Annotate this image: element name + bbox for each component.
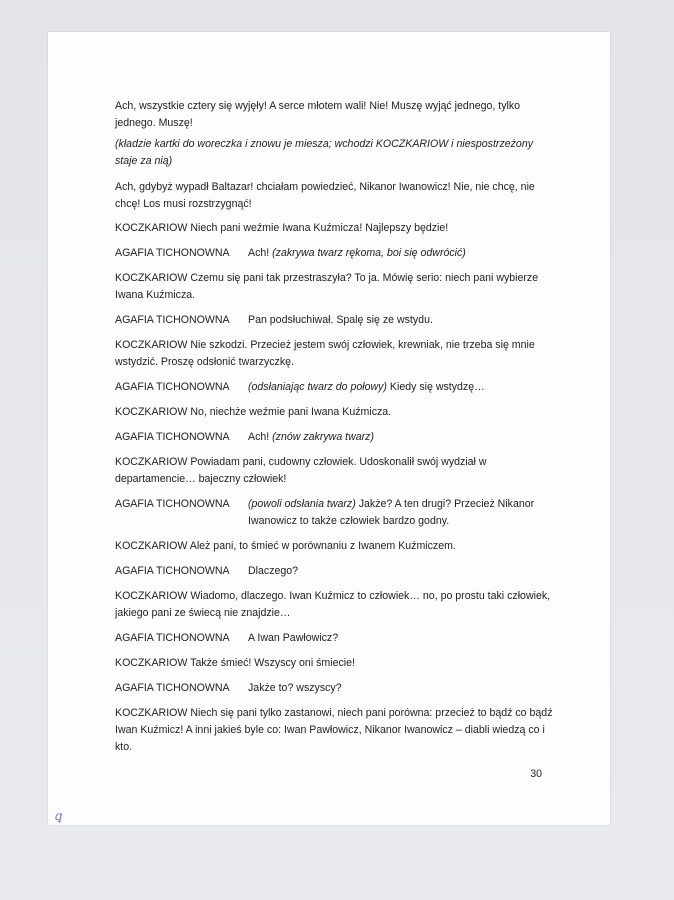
dialogue-line-8: KOCZKARIOW Nie szkodzi. Przecież jestem swój człowiek, krewniak, nie trzeba się mnie wstydzić. Proszę odsłonić twarzyczkę. xyxy=(115,339,535,368)
speaker-name: AGAFIA TICHONOWNA xyxy=(115,632,230,644)
speech-text: Kiedy się wstydzę… xyxy=(389,381,485,393)
dialogue-line-15 xyxy=(115,563,555,580)
dialogue-line-7 xyxy=(115,312,555,329)
speaker-name: AGAFIA TICHONOWNA xyxy=(115,498,230,510)
speaker-name: AGAFIA TICHONOWNA xyxy=(115,381,230,393)
page-number: 30 xyxy=(530,768,542,780)
dialogue-line-19 xyxy=(115,680,555,697)
speaker-name: AGAFIA TICHONOWNA xyxy=(115,682,230,694)
dialogue-line-16: KOCZKARIOW Wiadomo, dlaczego. Iwan Kuźmicz to człowiek… no, po prostu taki człowiek, jakiego pani ze świecą nie znajdzie… xyxy=(115,590,551,619)
speech-text: Ach! xyxy=(248,247,270,259)
speech-text: Pan podsłuchiwał. Spalę się ze wstydu. xyxy=(248,314,433,326)
dialogue-line-17 xyxy=(115,630,555,647)
speech-text: Jakże to? wszyscy? xyxy=(248,682,342,694)
speaker-name: AGAFIA TICHONOWNA xyxy=(115,314,230,326)
speaker-name: AGAFIA TICHONOWNA xyxy=(115,565,230,577)
dialogue-line-6: KOCZKARIOW Czemu się pani tak przestraszyła? To ja. Mówię serio: niech pani wybierze Iwana Kuźmicza. xyxy=(115,272,539,301)
stage-direction-1: (kładzie kartki do woreczka i znowu je miesza; wchodzi KOCZKARIOW i niespostrzeżony staje za nią) xyxy=(115,138,534,167)
speech-text: Jakże? A ten drugi? Przecież Nikanor Iwanowicz to także człowiek bardzo godny. xyxy=(248,498,535,527)
dialogue-line-20: KOCZKARIOW Niech się pani tylko zastanowi, niech pani porówna: przecież to bądź co bądź Iwan Kuźmicz! A inni jakieś byle co: Iwan Pawłowicz, Nikanor Iwanowicz – diabli wiedzą co i kto. xyxy=(115,707,553,753)
speech-text: Dlaczego? xyxy=(248,565,299,577)
handwritten-margin-mark: ꝗ xyxy=(54,809,62,823)
dialogue-line-11 xyxy=(115,429,555,446)
stage-direction: (odsłaniając twarz do połowy) xyxy=(248,381,387,393)
stage-direction: (zakrywa twarz rękoma, boi się odwrócić) xyxy=(272,247,466,259)
dialogue-line-18: KOCZKARIOW Także śmieć! Wszyscy oni śmiecie! xyxy=(115,657,355,669)
dialogue-line-4: KOCZKARIOW Niech pani weźmie Iwana Kuźmicza! Najlepszy będzie! xyxy=(115,222,449,234)
speech-text: Ach! xyxy=(248,431,270,443)
speaker-name: AGAFIA TICHONOWNA xyxy=(115,431,230,443)
dialogue-line-3: Ach, gdybyż wypadł Baltazar! chciałam powiedzieć, Nikanor Iwanowicz! Nie, nie chcę, nie chcę! Los musi rozstrzygnąć! xyxy=(115,181,535,210)
stage-direction: (powoli odsłania twarz) xyxy=(248,498,356,510)
dialogue-line-9 xyxy=(115,379,555,396)
dialogue-line-14: KOCZKARIOW Ależ pani, to śmieć w porównaniu z Iwanem Kuźmiczem. xyxy=(115,540,456,552)
document-page xyxy=(48,32,610,825)
dialogue-line-12: KOCZKARIOW Powiadam pani, cudowny człowiek. Udoskonalił swój wydział w departamencie… bajeczny człowiek! xyxy=(115,456,487,485)
dialogue-line-13 xyxy=(115,496,555,530)
stage-direction: (znów zakrywa twarz) xyxy=(272,431,374,443)
dialogue-line-10: KOCZKARIOW No, niechże weźmie pani Iwana Kuźmicza. xyxy=(115,406,392,418)
dialogue-line-5 xyxy=(115,245,555,262)
speech-text: A Iwan Pawłowicz? xyxy=(248,632,339,644)
speaker-name: AGAFIA TICHONOWNA xyxy=(115,247,230,259)
dialogue-line-1: Ach, wszystkie cztery się wyjęły! A serce młotem wali! Nie! Muszę wyjąć jednego, tylko jednego. Muszę! xyxy=(115,100,521,129)
